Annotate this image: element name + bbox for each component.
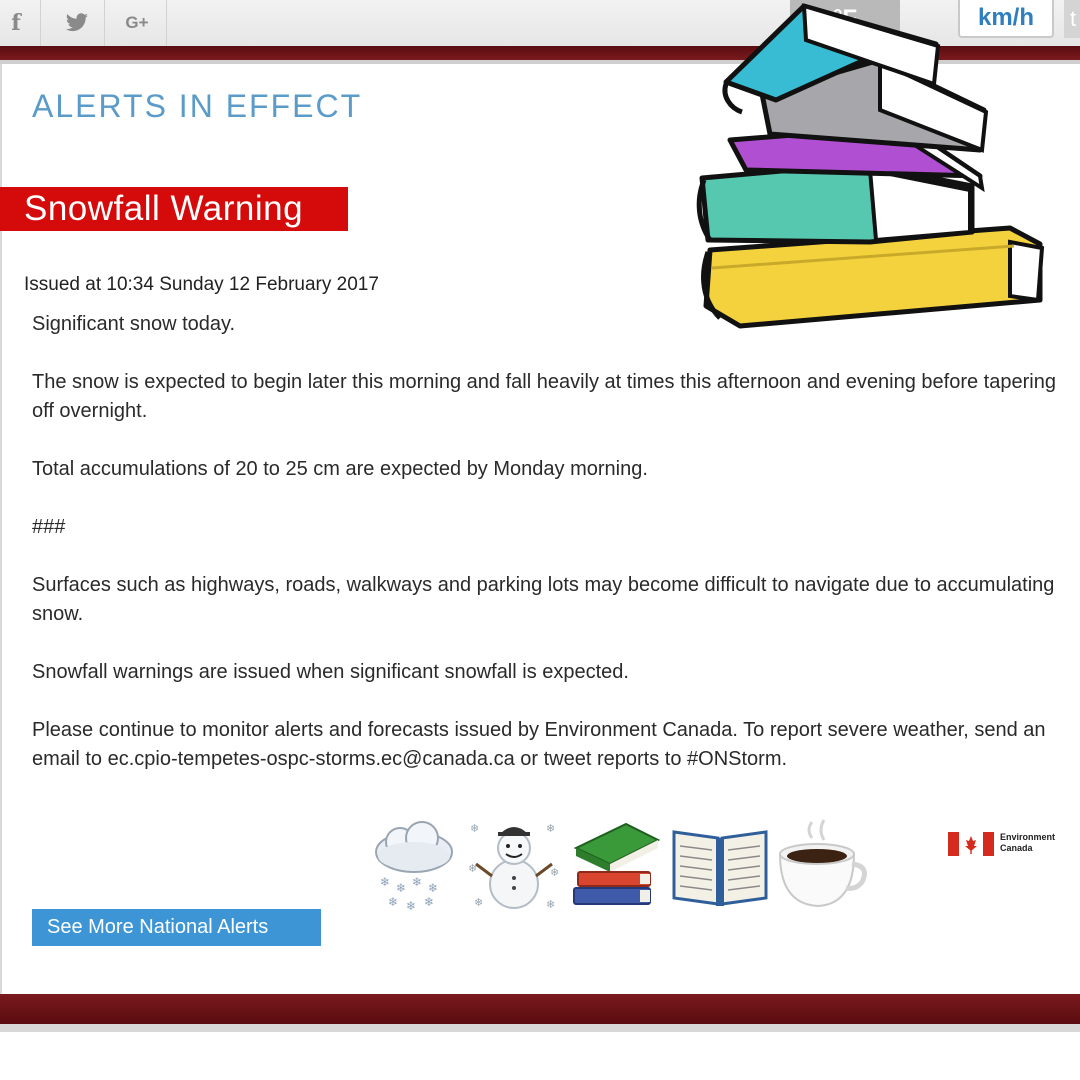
- svg-text:❄: ❄: [406, 899, 417, 913]
- issued-timestamp: Issued at 10:34 Sunday 12 February 2017: [24, 274, 379, 295]
- svg-text:❄: ❄: [546, 822, 556, 835]
- footer-band: [0, 994, 1080, 1024]
- snowman-icon: [466, 818, 562, 914]
- google-plus-icon[interactable]: G+: [108, 0, 167, 46]
- more-units-toggle[interactable]: t: [1064, 0, 1080, 38]
- open-book-icon: [670, 818, 770, 914]
- warning-title: Snowfall Warning: [0, 187, 348, 231]
- environment-canada-logo: [948, 830, 1068, 860]
- alert-paragraph: Snowfall warnings are issued when significant snowfall is expected.: [32, 661, 629, 683]
- snow-cloud-icon: [370, 818, 456, 914]
- logo-line-1: Environment: [1000, 832, 1056, 842]
- logo-line-2: Canada: [1000, 843, 1033, 853]
- alert-paragraph: Surfaces such as highways, roads, walkways and parking lots may become difficult to navigate due to accumulating snow.: [32, 574, 1055, 625]
- svg-text:❄: ❄: [380, 875, 391, 889]
- books-icon: [570, 818, 664, 914]
- books-stack-sticker: [680, 0, 1080, 350]
- kmh-toggle[interactable]: km/h: [958, 0, 1054, 38]
- svg-text:❄: ❄: [474, 896, 484, 909]
- emoji-sticker-strip: [370, 818, 870, 918]
- svg-text:❄: ❄: [468, 862, 478, 875]
- coffee-icon: [772, 818, 872, 914]
- svg-text:❄: ❄: [424, 895, 435, 909]
- svg-text:❄: ❄: [396, 881, 407, 895]
- svg-text:❄: ❄: [550, 866, 560, 879]
- svg-text:❄: ❄: [388, 895, 399, 909]
- facebook-icon[interactable]: f: [0, 0, 41, 46]
- svg-text:❄: ❄: [470, 822, 480, 835]
- alert-paragraph: Significant snow today.: [32, 313, 236, 335]
- alert-paragraph: Total accumulations of 20 to 25 cm are expected by Monday morning.: [32, 458, 648, 480]
- footer-band-shadow: [0, 1024, 1080, 1032]
- alert-body: [32, 310, 1072, 803]
- svg-text:❄: ❄: [412, 875, 423, 889]
- svg-text:❄: ❄: [428, 881, 439, 895]
- twitter-icon[interactable]: [50, 0, 105, 46]
- section-title: ALERTS IN EFFECT: [32, 88, 363, 124]
- footer-area: [0, 1032, 1080, 1080]
- alert-paragraph: ###: [32, 516, 66, 538]
- canada-flag-icon: [948, 832, 994, 856]
- svg-text:❄: ❄: [546, 898, 556, 911]
- alert-paragraph: Please continue to monitor alerts and forecasts issued by Environment Canada. To report severe weather, send an email to ec.cpio-tempetes-ospc-storms.ec@canada.ca or tweet reports to #ONStorm.: [32, 719, 1046, 770]
- alert-paragraph: The snow is expected to begin later this morning and fall heavily at times this afternoon and evening before tapering off overnight.: [32, 371, 1056, 422]
- see-more-national-alerts-button[interactable]: See More National Alerts: [32, 909, 321, 946]
- logo-wordmark: [1000, 832, 1055, 854]
